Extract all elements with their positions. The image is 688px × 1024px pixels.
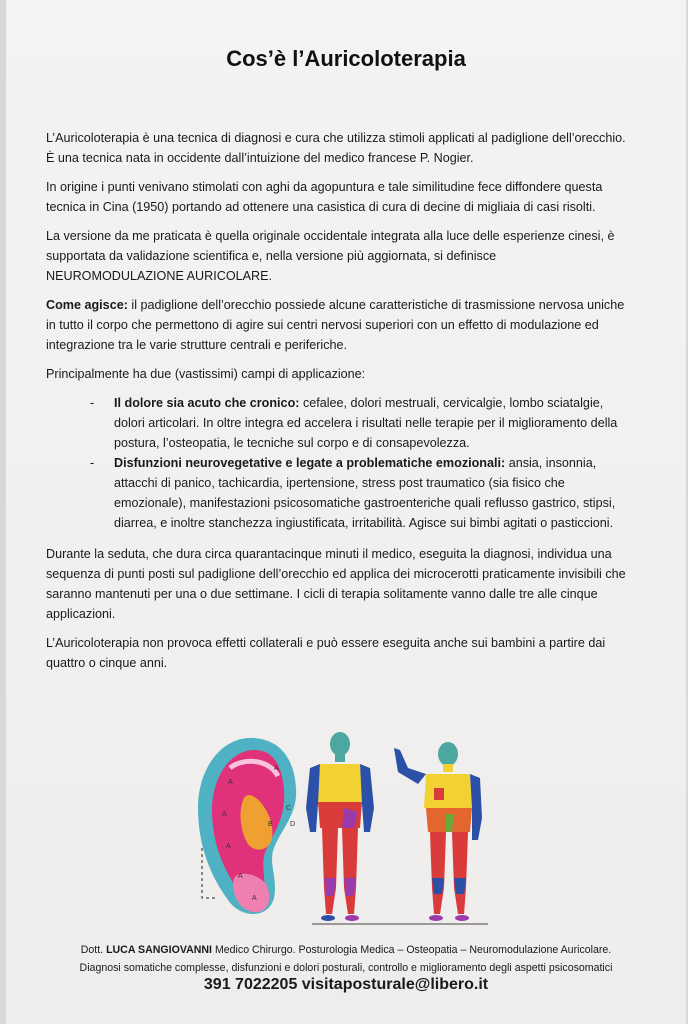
list-item-heading: Disfunzioni neurovegetative e legate a problematiche emozionali: [114,456,506,470]
paragraph-intro: L’Auricoloterapia è una tecnica di diagnosi e cura che utilizza stimoli applicati al padiglione dell’orecchio. È una tecnica nata in occidente dall’intuizione del medico francese P. Nogier. [46,131,626,165]
ear-label: A [228,779,233,786]
paragraph-session: Durante la seduta, che dura circa quarantacinque minuti il medico, eseguita la diagnosi, individua una sequenza di punti posti sul padiglione dell’orecchio ed applica dei microcerotti praticamente invisibili che saranno mantenuti per una o due settimane. I cicli di terapia solitamente vanno dalle tre alle cinque applicazioni. [46,547,626,621]
ear-map [198,738,296,914]
ear-label: C [286,805,292,812]
paragraph-fields: Principalmente ha due (vastissimi) campi di applicazione: [46,367,366,381]
ear-label: A [222,811,227,818]
ear-label: A [252,895,257,902]
paragraph-version: La versione da me praticata è quella originale occidentale integrata alla luce delle esperienze cinesi, è supportata da validazione scientifica e, nella versione più aggiornata, si definisce NEUROMODULAZIONE AURICOLARE. [46,229,615,283]
application-list [46,393,636,533]
footer-specialties: Diagnosi somatiche complesse, disfunzioni e dolori posturali, controllo e miglioramento degli aspetti psicosomatici [79,962,613,974]
how-it-works-label: Come agisce: [46,298,128,312]
paragraph-origin: In origine i punti venivano stimolati con aghi da agopuntura e tale similitudine fece diffondere questa tecnica in Cina (1950) portando ad ottenere una casistica di cura di decine di migliaia di casi risolti. [46,180,603,214]
list-item [46,393,636,453]
list-item-text: ansia, insonnia, attacchi di panico, tachicardia, ipertensione, stress post traumatico (sia fisico che emozionale), manifestazioni psicosomatiche gastroenteriche quali reflusso gastrico, stipsi, diarrea, e inoltre stanchezza ingiustificata, irritabilità. Agisce sui bimbi agitati o pasticcioni. [114,456,616,530]
article-body [46,128,636,682]
ear-label: D [290,821,296,828]
ear-label: A [238,873,243,880]
how-it-works-text: il padiglione dell’orecchio possiede alcune caratteristiche di trasmissione nervosa uniche in tutto il corpo che permettono di agire sui centri nervosi superiori con un effetto di modulazione ed integrazione tra le varie strutture centrali e periferiche. [46,298,625,352]
bullet-dash: - [90,396,95,410]
doctor-titles: Medico Chirurgo. Posturologia Medica – Osteopatia – Neuromodulazione Auricolare. [212,944,612,956]
paragraph-safety: L’Auricoloterapia non provoca effetti collaterali e può essere eseguita anche sui bambini a partire dai quattro o cinque anni. [46,636,606,670]
list-item-text: cefalee, dolori mestruali, cervicalgie, lombo sciatalgie, dolori articolari. In oltre integra ed accelera i risultati nelle terapie per il miglioramento della postura, l’osteopatia, le tecniche sul corpo e di consapevolezza. [114,396,618,450]
list-item-heading: Il dolore sia acuto che cronico: [114,396,300,410]
bullet-dash: - [90,456,95,470]
footer-doctor-line [6,944,686,956]
ear-label: A [274,765,279,772]
body-figure-front [394,742,482,921]
footer-prefix: Dott. [80,944,107,956]
ear-and-body-map-illustration [182,728,512,928]
paragraph-how-it-works [46,295,636,355]
ear-label: A [226,843,231,850]
footer-contact: 391 7022205 visitaposturale@libero.it [203,976,489,993]
list-item [46,453,636,533]
body-figure-back [306,732,374,921]
doctor-name: LUCA SANGIOVANNI [106,944,212,956]
ear-label: B [268,821,273,828]
document-sheet [6,0,686,1024]
page-title: Cos’è l’Auricoloterapia [226,46,466,71]
